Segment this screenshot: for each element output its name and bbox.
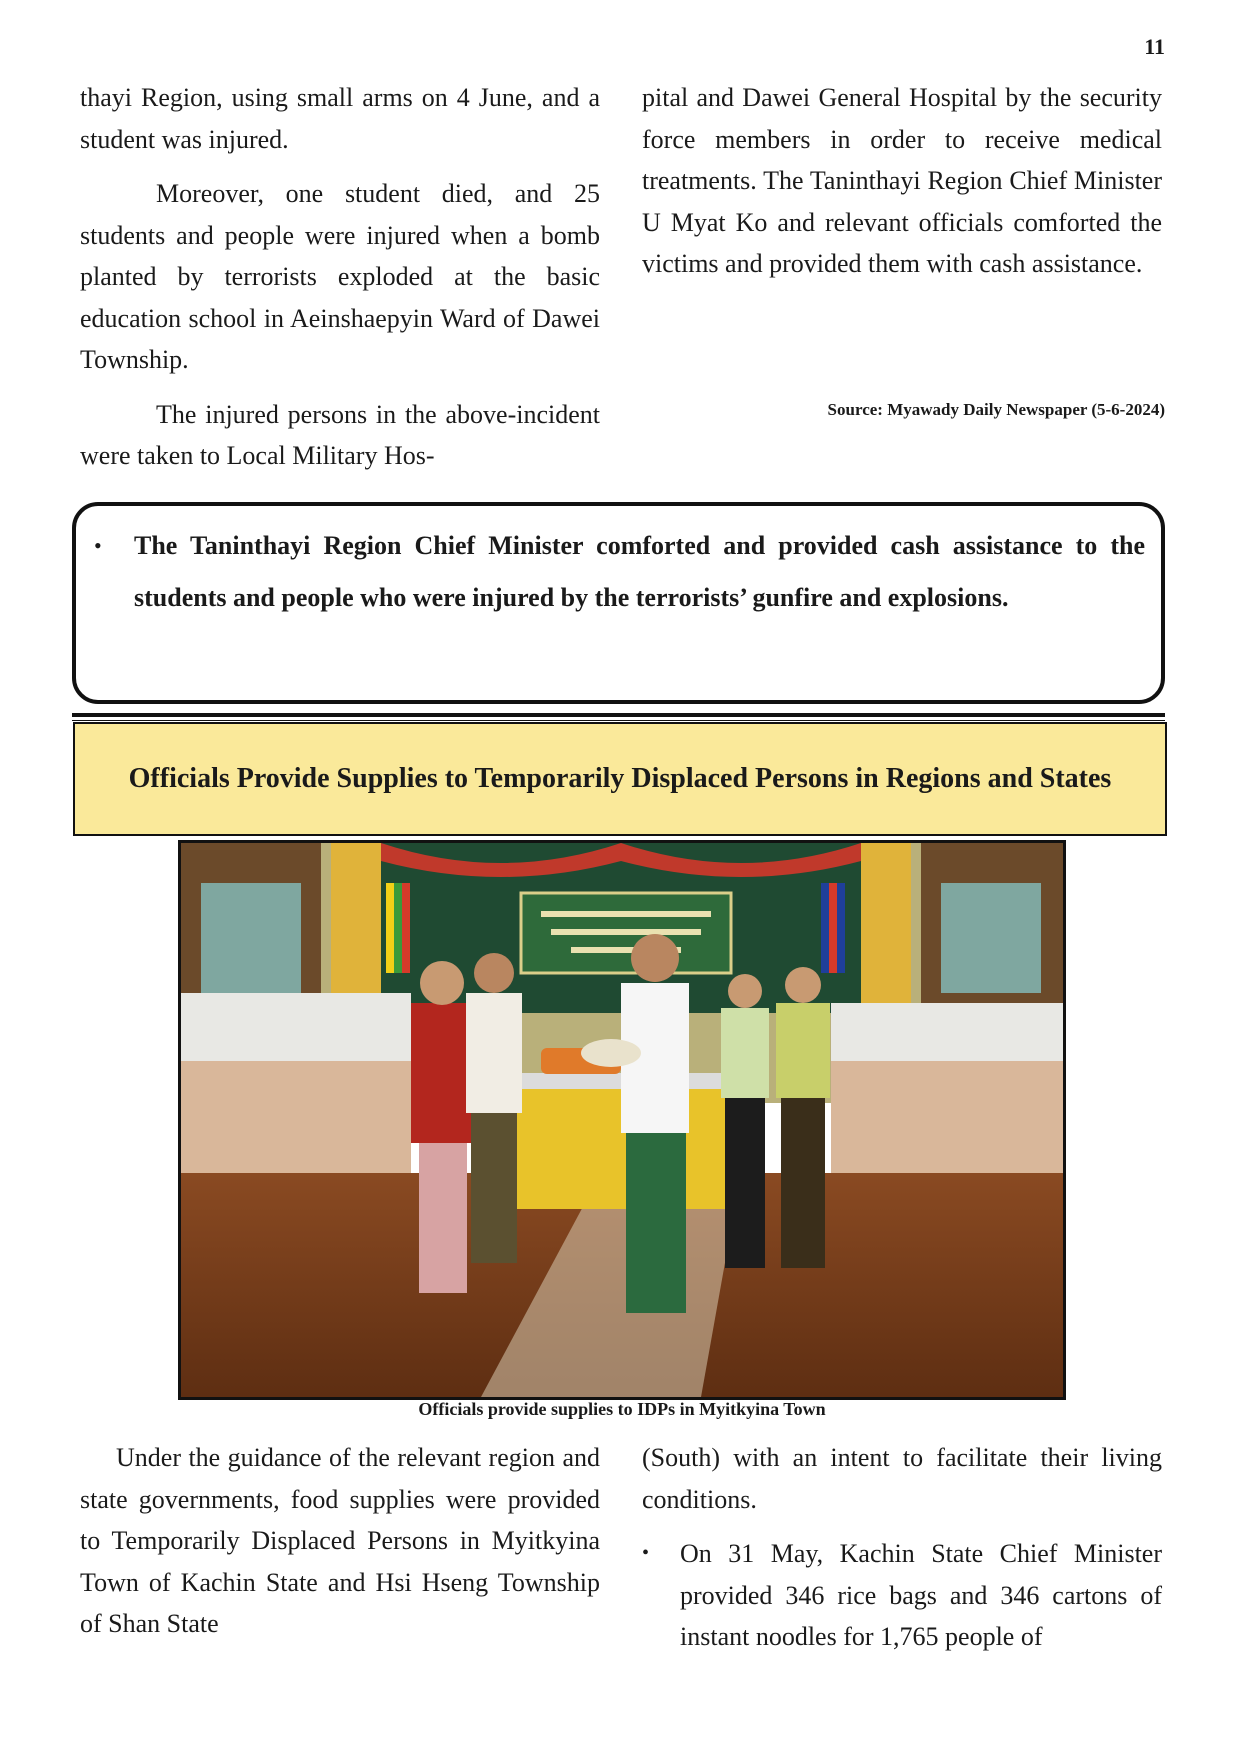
- right-column-bottom: [642, 1437, 1162, 1658]
- photo-illustration: [181, 843, 1063, 1397]
- paragraph: thayi Region, using small arms on 4 June, and a student was injured.: [80, 83, 600, 154]
- list-item-text: On 31 May, Kachin State Chief Minister provided 346 rice bags and 346 cartons of instant noodles for 1,765 people of: [680, 1539, 1162, 1651]
- bullet-icon: •: [94, 533, 102, 558]
- paragraph: Moreover, one student died, and 25 students and people were injured when a bomb planted by terrorists exploded at the basic education school in Aeinshaepyin Ward of Dawei Township.: [80, 179, 600, 374]
- right-column-top: [642, 77, 1162, 285]
- paragraph: (South) with an intent to facilitate their living conditions.: [642, 1443, 1162, 1514]
- section-title-box: [73, 722, 1167, 836]
- paragraph: pital and Dawei General Hospital by the security force members in order to receive medical treatments. The Taninthayi Region Chief Minister U Myat Ko and relevant officials comforted the victims and provided them with cash assistance.: [642, 83, 1162, 278]
- paragraph: Under the guidance of the relevant region and state governments, food supplies were provided to Temporarily Displaced Persons in Myitkyina Town of Kachin State and Hsi Hseng Township of Shan State: [80, 1443, 600, 1638]
- paragraph: The injured persons in the above-incident were taken to Local Military Hos-: [80, 399, 600, 470]
- source-citation: Source: Myawady Daily Newspaper (5-6-2024): [827, 400, 1165, 419]
- divider: [72, 720, 1165, 721]
- photo-caption: Officials provide supplies to IDPs in Myitkyina Town: [418, 1399, 826, 1419]
- divider: [72, 713, 1165, 717]
- highlight-callout-box: [72, 502, 1165, 704]
- section-title: Officials Provide Supplies to Temporarily Displaced Persons in Regions and States: [128, 763, 1112, 794]
- page-number: 11: [1144, 34, 1165, 59]
- callout-text: The Taninthayi Region Chief Minister comforted and provided cash assistance to the students and people who were injured by the terrorists’ gunfire and explosions.: [134, 531, 1145, 612]
- bullet-icon: •: [642, 1542, 650, 1564]
- left-column-bottom: [80, 1437, 600, 1645]
- news-photo: [178, 840, 1066, 1400]
- list-item: [642, 1533, 1162, 1658]
- left-column-top: [80, 77, 600, 477]
